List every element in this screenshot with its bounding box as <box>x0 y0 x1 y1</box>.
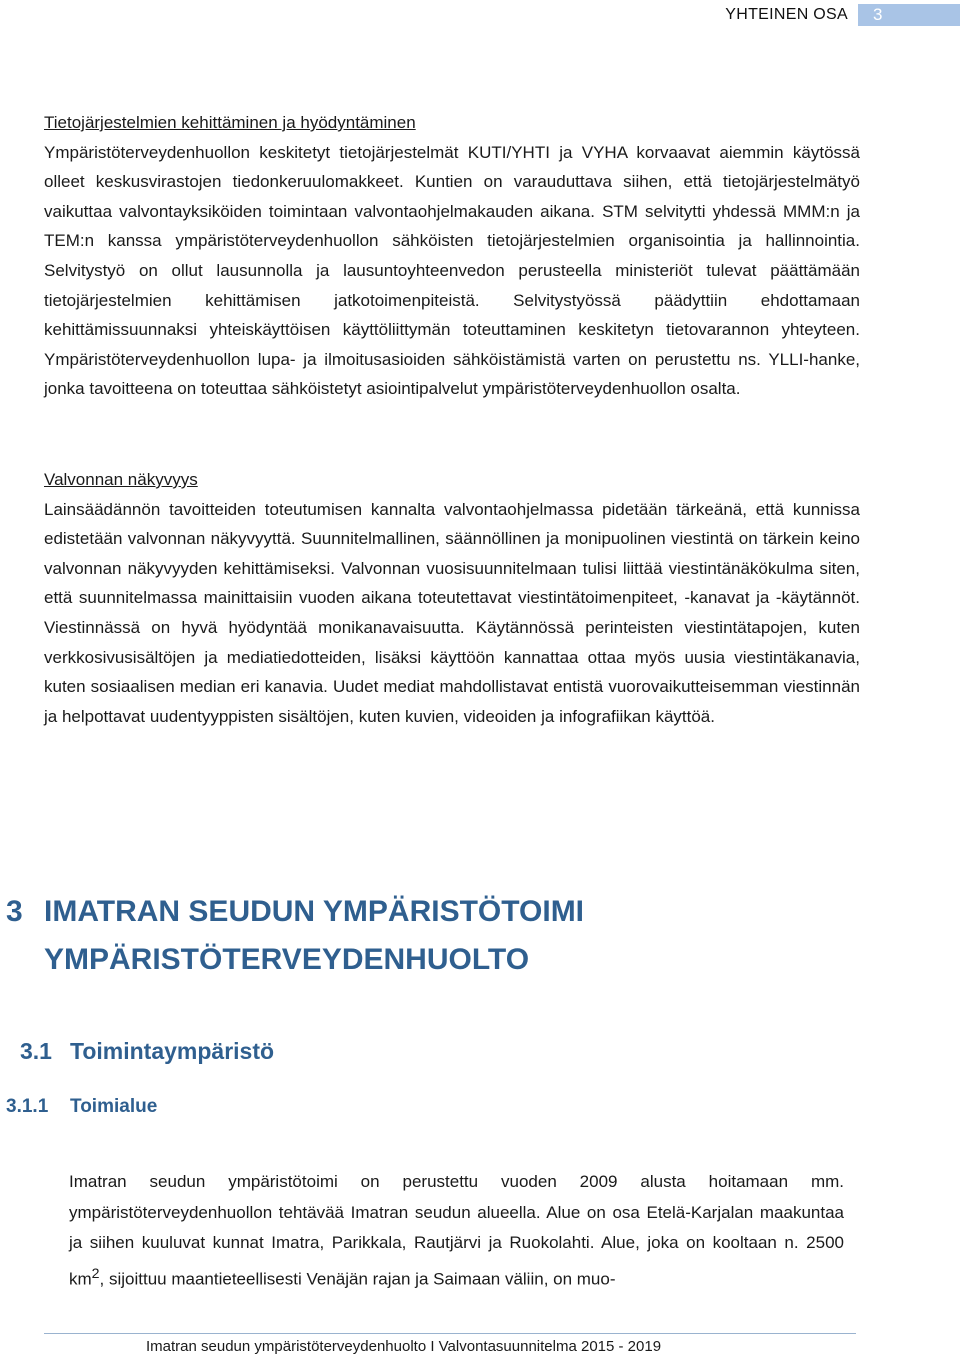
chapter-title: IMATRAN SEUDUN YMPÄRISTÖTOIMI YMPÄRISTÖTERVEYDENHUOLTO <box>44 895 585 976</box>
subsubsection-number: 3.1.1 <box>6 1096 49 1117</box>
chapter-number: 3 <box>6 895 23 928</box>
section-body-visibility: Lainsäädännön tavoitteiden toteutumisen kannalta valvontaohjelmassa pidetään tärkeänä, että kunnissa edistetään valvonnan näkyvyyttä. Suunnitelmallinen, säännöllinen ja monipuolinen viestintä on tärkein keino valvonnan näkyvyyden kehittämiseksi. Valvonnan vuosisuunnitelmaan tulisi liittää viestintänäkökulma siten, että suunnitelmassa mainittaisiin vuoden aikana toteutettavat viestintätoimenpiteet, -kanavat ja -käytännöt. Viestinnässä on hyvä hyödyntää monikanavaisuutta. Käytännössä perinteisten viestintätapojen, kuten verkkosivusisältöjen ja mediatiedotteiden, lisäksi käyttöön kannattaa ottaa myös uusia viestintäkanavia, kuten sosiaalisen median eri kanavia. Uudet mediat mahdollistavat entistä vuorovaikutteisemman viestinnän ja helpottavat uudentyyppisten sisältöjen, kuten kuvien, videoiden ja infografiikan käyttöä. <box>44 499 860 726</box>
section-heading-visibility: Valvonnan näkyvyys <box>44 470 198 489</box>
toimialue-text: Imatran seudun ympäristötoimi on perustettu vuoden 2009 alusta hoitamaan mm. ympäristöterveydenhuollon tehtävää Imatran seudun alueella. Alue on osa Etelä-Karjalan maakuntaa ja siihen kuuluvat kunnat Imatra, Parikkala, Rautjärvi ja Ruokolahti. Alue, joka on kooltaan n. 2500 km <box>69 1172 844 1289</box>
area-unit-superscript: 2 <box>91 1265 100 1282</box>
section-body-information-systems: Ympäristöterveydenhuollon keskitetyt tietojärjestelmät KUTI/YHTI ja VYHA korvaavat aiemmin käytössä olleet keskusvirastojen tiedonkeruulomakkeet. Kuntien on varauduttava siihen, että tietojärjestelmätyö vaikuttaa valvontayksiköiden toimintaan valvontaohjelmakauden aikana. STM selvitytti yhdessä MMM:n ja TEM:n kanssa ympäristöterveydenhuollon sähköisten tietojärjestelmien organisointia ja hallinnointia. Selvitystyö on ollut lausunnolla ja lausuntoyhteenvedon perusteella ministeriöt tulevat päättämään tietojärjestelmien kehittämisen jatkotoimenpiteistä. Selvitystyössä päädyttiin ehdottamaan kehittämissuunnaksi yhteiskäyttöisen käyttöliittymän toteuttaminen keskitetyn tietovarannon yhteyteen. Ympäristöterveydenhuollon lupa- ja ilmoitusasioiden sähköistämistä varten on perustettu ns. YLLI-hanke, jonka tavoitteena on toteuttaa sähköistetyt asiointipalvelut ympäristöterveydenhuollon osalta. <box>44 142 860 399</box>
subsubsection-title: Toimialue <box>70 1096 158 1117</box>
page-number-badge: 3 <box>858 4 960 26</box>
running-header-title: YHTEINEN OSA <box>725 6 848 23</box>
section-heading-information-systems: Tietojärjestelmien kehittäminen ja hyödyntäminen <box>44 113 416 132</box>
footer-text: Imatran seudun ympäristöterveydenhuolto I Valvontasuunnitelma 2015 - 2019 <box>146 1338 662 1355</box>
subsubsection-heading <box>6 1094 157 1120</box>
subsection-title: Toimintaympäristö <box>70 1038 275 1064</box>
toimialue-text-continued: , sijoittuu maantieteellisesti Venäjän rajan ja Saimaan väliin, on muo- <box>99 1269 616 1289</box>
footer-divider <box>44 1333 856 1334</box>
section-information-systems <box>44 108 860 404</box>
subsection-number: 3.1 <box>20 1038 52 1064</box>
subsection-heading <box>20 1036 274 1066</box>
toimialue-paragraph <box>69 1167 844 1295</box>
section-supervision-visibility <box>44 465 860 731</box>
